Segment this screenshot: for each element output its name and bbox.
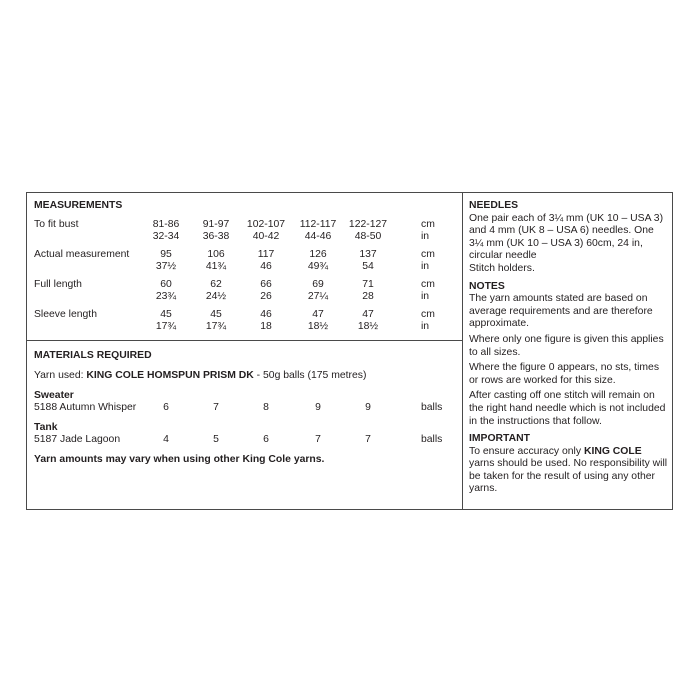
measurement-value-in: 23¾ (155, 291, 177, 302)
yarn-used-prefix: Yarn used: (34, 370, 87, 381)
measurement-unit-in: in (421, 231, 430, 242)
column-divider (462, 193, 463, 509)
material-item-title: Sweater (34, 390, 74, 401)
needles-heading: NEEDLES (469, 200, 519, 211)
measurement-value-in: 24½ (205, 291, 227, 302)
measurement-value-in: 28 (362, 291, 374, 302)
measurement-label: Actual measurement (34, 249, 130, 260)
material-balls: 7 (315, 434, 321, 445)
measurement-value-in: 36-38 (202, 231, 230, 242)
measurement-value-in: 27¼ (307, 291, 329, 302)
material-balls: 7 (213, 402, 219, 413)
material-balls: 9 (315, 402, 321, 413)
needles-text: One pair each of 3¼ mm (UK 10 – USA 3) and 4 mm (UK 8 – USA 6) needles. One 3¼ mm (UK 10 – USA 3) 60cm, 24 in, circular needle (469, 212, 664, 262)
measurement-value: 106 (207, 249, 225, 260)
measurement-value: 46 (260, 309, 272, 320)
notes-paragraph: The yarn amounts stated are based on average requirements and are therefore approximate. (469, 293, 653, 330)
measurement-value: 95 (160, 249, 172, 260)
notes-paragraph: After casting off one stitch will remain on the right hand needle which is not included in the instructions that follow. (469, 390, 666, 427)
yarn-note: Yarn amounts may vary when using other King Cole yarns. (34, 454, 325, 465)
material-balls: 7 (365, 434, 371, 445)
measurement-value: 126 (309, 249, 327, 260)
measurement-value-in: 37½ (155, 261, 177, 272)
measurement-value-in: 41¾ (205, 261, 227, 272)
material-unit: balls (421, 434, 443, 445)
measurement-value: 117 (257, 249, 275, 260)
notes-paragraph: Where the figure 0 appears, no sts, times or rows are worked for this size. (469, 362, 660, 386)
right-column (469, 200, 669, 496)
section-divider (27, 340, 462, 341)
measurement-value-in: 17¾ (155, 321, 177, 332)
material-item-title: Tank (34, 422, 58, 433)
measurement-value-in: 40-42 (252, 231, 280, 242)
notes-paragraph: Where only one figure is given this applies to all sizes. (469, 333, 664, 358)
measurement-value-in: 18½ (307, 321, 329, 332)
measurement-unit-in: in (421, 261, 430, 272)
measurement-value: 47 (362, 309, 374, 320)
important-text (469, 446, 669, 496)
yarn-used-suffix: - 50g balls (175 metres) (253, 370, 367, 381)
material-unit: balls (421, 402, 443, 413)
measurement-label: To fit bust (34, 219, 79, 230)
measurement-value: 60 (160, 279, 172, 290)
measurement-value: 81-86 (152, 219, 180, 230)
material-item-shade: 5187 Jade Lagoon (34, 434, 121, 445)
important-suffix: yarns should be used. No responsibility will be taken for the result of using any other yarns. (469, 458, 668, 495)
needles-text-2: Stitch holders. (469, 262, 535, 274)
important-brand: KING COLE (583, 445, 642, 457)
measurement-value-in: 54 (362, 261, 374, 272)
measurement-value: 91-97 (202, 219, 230, 230)
measurement-value: 122-127 (348, 219, 388, 230)
materials-heading: MATERIALS REQUIRED (34, 350, 152, 361)
measurement-value: 47 (312, 309, 324, 320)
material-balls: 6 (163, 402, 169, 413)
measurement-value: 62 (210, 279, 222, 290)
measurement-value-in: 26 (260, 291, 272, 302)
yarn-used-line (34, 370, 366, 383)
material-balls: 5 (213, 434, 219, 445)
measurement-value: 112-117 (299, 219, 337, 230)
material-balls: 4 (163, 434, 169, 445)
measurement-value-in: 17¾ (205, 321, 227, 332)
measurement-value-in: 48-50 (354, 231, 382, 242)
measurement-value: 71 (362, 279, 374, 290)
pattern-info-panel (26, 192, 673, 510)
measurement-value: 137 (359, 249, 377, 260)
measurement-unit-in: in (421, 291, 430, 302)
important-heading: IMPORTANT (469, 433, 530, 445)
material-item-shade: 5188 Autumn Whisper (34, 402, 137, 413)
measurement-value: 66 (260, 279, 272, 290)
measurement-unit: cm (421, 279, 435, 290)
yarn-name: KING COLE HOMSPUN PRISM DK (86, 370, 254, 381)
measurement-unit: cm (421, 249, 435, 260)
measurements-heading: MEASUREMENTS (34, 200, 123, 211)
measurement-value-in: 18 (260, 321, 272, 332)
material-balls: 8 (263, 402, 269, 413)
measurement-value: 45 (160, 309, 172, 320)
measurement-label: Sleeve length (34, 309, 97, 320)
material-balls: 9 (365, 402, 371, 413)
important-prefix: To ensure accuracy only (469, 445, 584, 457)
measurement-value-in: 18½ (357, 321, 379, 332)
measurement-label: Full length (34, 279, 82, 290)
material-balls: 6 (263, 434, 269, 445)
measurement-value-in: 49¾ (307, 261, 329, 272)
measurement-value-in: 46 (260, 261, 272, 272)
measurement-value: 45 (210, 309, 222, 320)
measurement-value: 102-107 (246, 219, 286, 230)
measurement-unit-in: in (421, 321, 430, 332)
measurement-unit: cm (421, 219, 435, 230)
measurement-value-in: 44-46 (304, 231, 332, 242)
measurement-value-in: 32-34 (152, 231, 180, 242)
notes-heading: NOTES (469, 280, 505, 292)
measurement-unit: cm (421, 309, 435, 320)
measurement-value: 69 (312, 279, 324, 290)
